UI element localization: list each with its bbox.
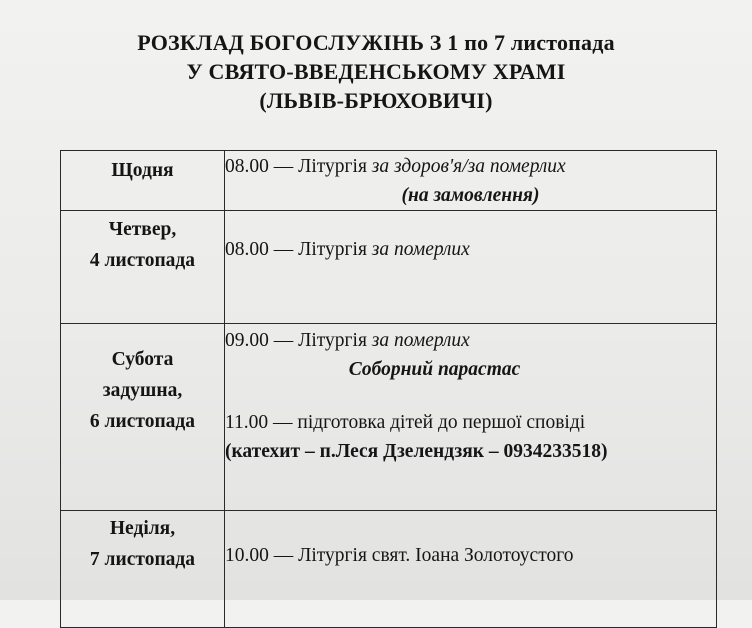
- day-cell: [61, 151, 225, 211]
- service-note: (на замовлення): [401, 185, 540, 206]
- service-cell: [225, 211, 717, 324]
- service-cell: [225, 324, 717, 511]
- service-name: Соборний парастас: [348, 359, 521, 380]
- schedule-row-sunday: [61, 511, 717, 628]
- day-date: 6 листопада: [89, 411, 196, 432]
- title-line-1: РОЗКЛАД БОГОСЛУЖІНЬ З 1 по 7 листопада: [137, 30, 615, 55]
- service-time: 08.00 — Літургія: [225, 239, 367, 260]
- schedule-row-daily: [61, 151, 717, 211]
- day-label: Неділя,: [109, 518, 176, 539]
- service-line: [225, 326, 716, 355]
- service-cell: [225, 151, 717, 211]
- schedule-row-saturday: [61, 324, 717, 511]
- day-date: 7 листопада: [89, 549, 196, 570]
- service-contact: (катехит – п.Леся Дзелендзяк – 0934233518): [225, 441, 608, 462]
- service-intention: за померлих: [371, 239, 470, 260]
- service-line: 10.00 — Літургія свят. Іоана Золотоустого: [225, 545, 574, 566]
- day-cell: [61, 511, 225, 628]
- service-time: 08.00 — Літургія: [225, 156, 367, 177]
- title-line-3: (ЛЬВІВ-БРЮХОВИЧІ): [259, 88, 493, 113]
- schedule-row-thursday: [61, 211, 717, 324]
- service-line: [225, 235, 716, 264]
- service-time: 09.00 — Літургія: [225, 330, 367, 351]
- day-label: Щодня: [111, 160, 174, 181]
- day-qualifier: задушна,: [102, 380, 183, 401]
- schedule-table: [60, 150, 717, 628]
- service-cell: [225, 511, 717, 628]
- service-line-2: 11.00 — підготовка дітей до першої сповіді: [225, 412, 586, 433]
- day-cell: [61, 211, 225, 324]
- schedule-title: [0, 28, 752, 115]
- service-intention: за здоров'я/за померлих: [371, 156, 566, 177]
- service-line: [225, 152, 716, 181]
- day-cell: [61, 324, 225, 511]
- day-label: Четвер,: [108, 219, 177, 240]
- spacer: [225, 384, 716, 408]
- day-date: 4 листопада: [89, 250, 196, 271]
- title-line-2: У СВЯТО-ВВЕДЕНСЬКОМУ ХРАМІ: [186, 59, 566, 84]
- service-intention: за померлих: [371, 330, 470, 351]
- day-label: Субота: [111, 349, 174, 370]
